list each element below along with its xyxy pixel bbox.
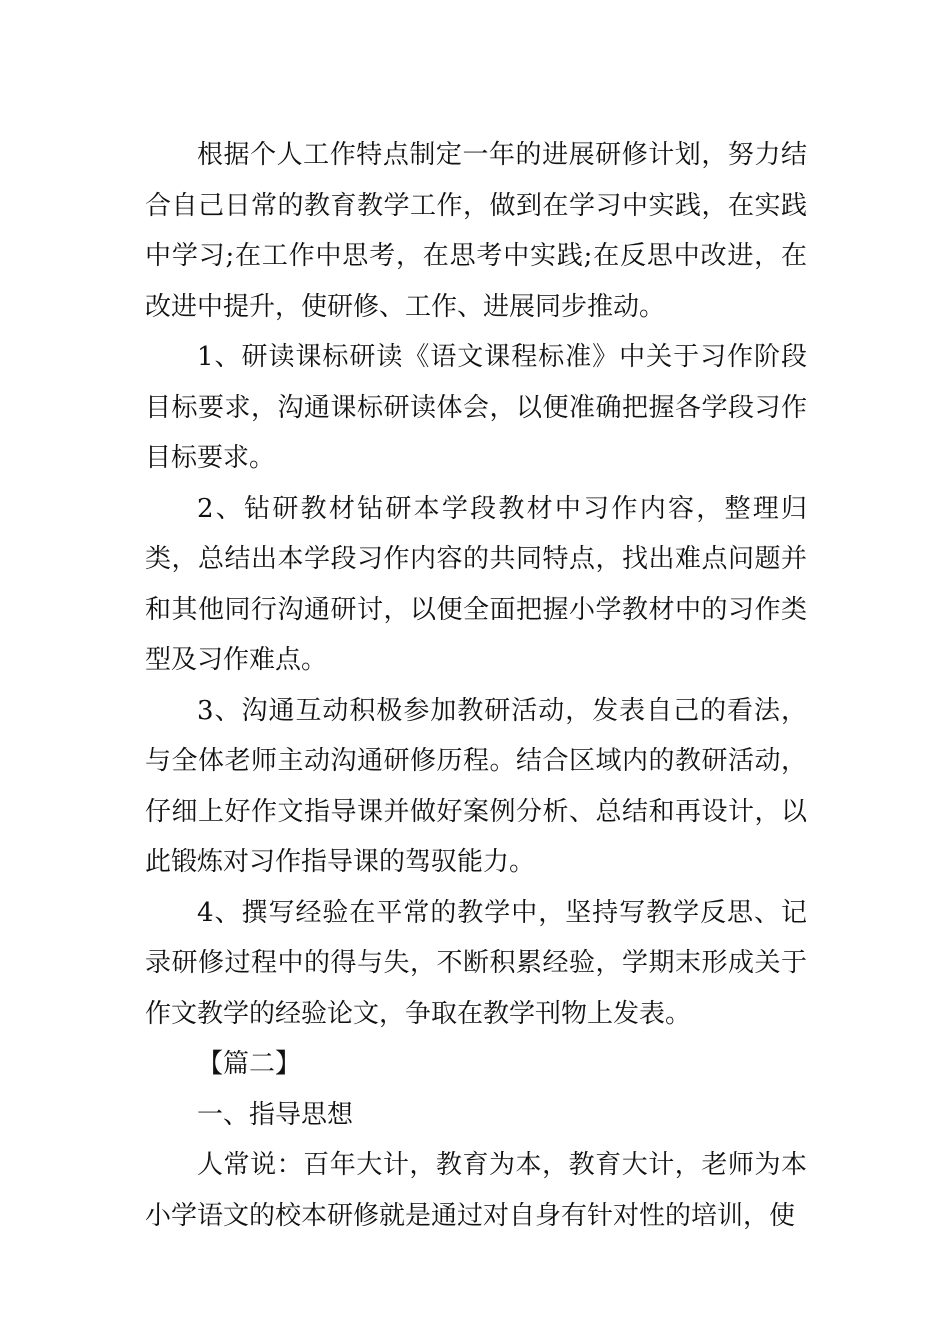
paragraph-guiding-idea: 人常说：百年大计，教育为本，教育大计，老师为本小学语文的校本研修就是通过对自身有针对性的培训，使 xyxy=(145,1150,807,1231)
section-heading-part-two: 【篇二】 xyxy=(197,1049,302,1079)
paragraph-item-3: 3、沟通互动积极参加教研活动，发表自己的看法，与全体老师主动沟通研修历程。结合区域内的教研活动，仔细上好作文指导课并做好案例分析、总结和再设计，以此锻炼对习作指导课的驾驭能力。 xyxy=(145,695,807,877)
paragraph-item-1: 1、研读课标研读《语文课程标准》中关于习作阶段目标要求，沟通课标研读体会，以便准确把握各学段习作目标要求。 xyxy=(145,342,807,473)
paragraph-item-2: 2、钻研教材钻研本学段教材中习作内容，整理归类，总结出本学段习作内容的共同特点，找出难点问题并和其他同行沟通研讨，以便全面把握小学教材中的习作类型及习作难点。 xyxy=(145,493,807,675)
paragraph-item-4: 4、撰写经验在平常的教学中，坚持写教学反思、记录研修过程中的得与失，不断积累经验，学期末形成关于作文教学的经验论文，争取在教学刊物上发表。 xyxy=(145,897,807,1029)
section-heading-guiding-idea: 一、指导思想 xyxy=(197,1099,354,1130)
document-body xyxy=(145,130,807,1241)
paragraph-intro: 根据个人工作特点制定一年的进展研修计划，努力结合自己日常的教育教学工作，做到在学习中实践，在实践中学习;在工作中思考，在思考中实践;在反思中改进，在改进中提升，使研修、工作、进展同步推动。 xyxy=(145,140,807,322)
